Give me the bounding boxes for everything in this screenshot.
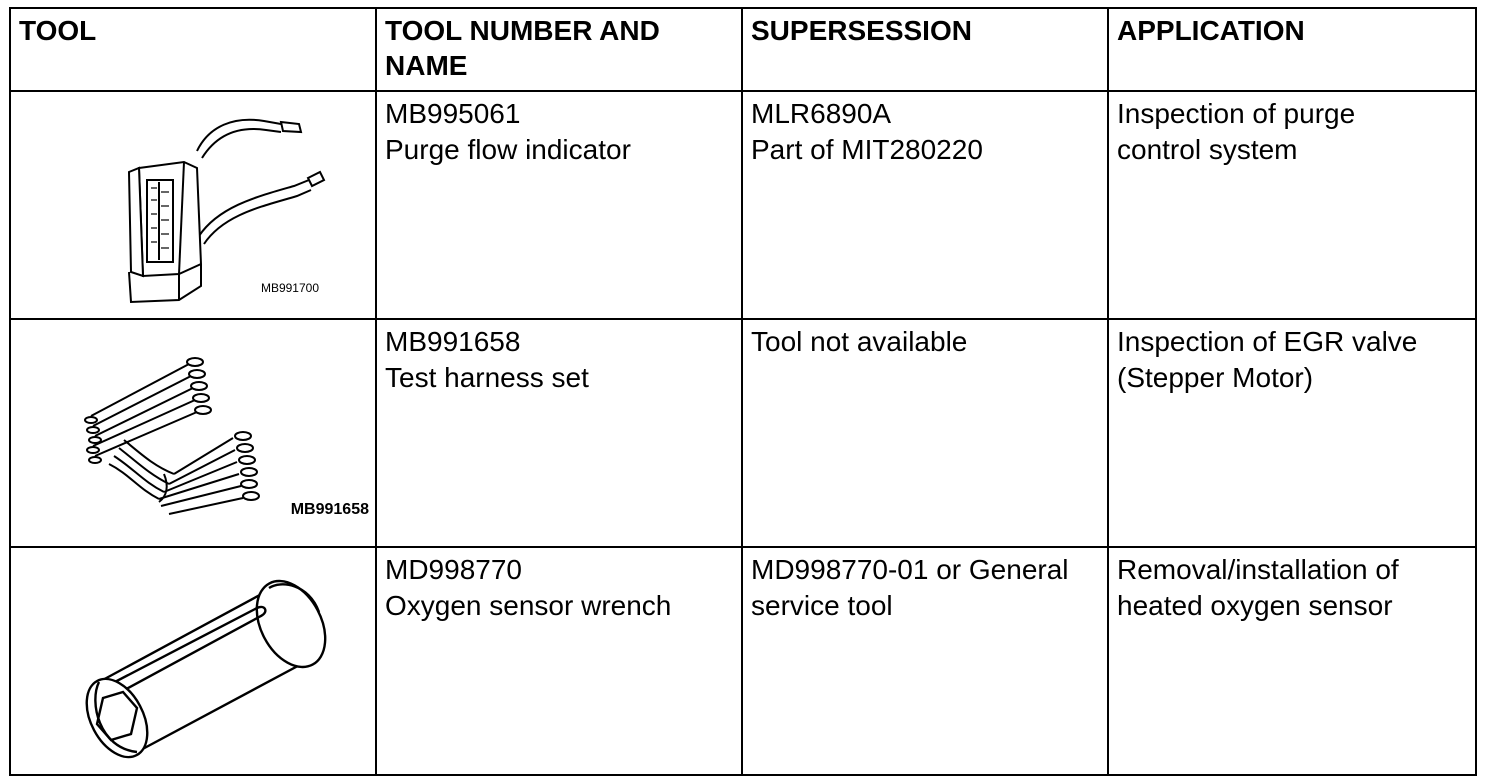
header-application: APPLICATION bbox=[1108, 8, 1476, 91]
application-line: (Stepper Motor) bbox=[1117, 362, 1314, 393]
oxygen-sensor-wrench-illustration bbox=[19, 552, 383, 774]
tool-image-label: MB991700 bbox=[260, 281, 319, 295]
header-tool-number-and-name: TOOL NUMBER AND NAME bbox=[376, 8, 742, 91]
tool-image-cell bbox=[10, 91, 376, 319]
supersession-line: Tool not available bbox=[751, 326, 968, 357]
supersession-line: Part of MIT280220 bbox=[751, 134, 983, 165]
application-line: Inspection of purge bbox=[1117, 98, 1356, 129]
tool-number: MD998770 bbox=[385, 554, 522, 585]
supersession-cell bbox=[742, 91, 1108, 319]
tool-number-name-cell bbox=[376, 319, 742, 547]
application-cell bbox=[1108, 91, 1476, 319]
supersession-line: service tool bbox=[751, 590, 893, 621]
application-line: heated oxygen sensor bbox=[1117, 590, 1393, 621]
application-cell bbox=[1108, 319, 1476, 547]
supersession-line: MD998770-01 or General bbox=[751, 554, 1069, 585]
tool-number: MB995061 bbox=[385, 98, 521, 129]
application-cell bbox=[1108, 547, 1476, 775]
table-row bbox=[10, 91, 1476, 319]
table-row bbox=[10, 547, 1476, 775]
tool-name: Oxygen sensor wrench bbox=[385, 590, 672, 621]
test-harness-set-illustration bbox=[19, 324, 383, 546]
tool-number-name-cell bbox=[376, 91, 742, 319]
tool-name: Purge flow indicator bbox=[385, 134, 631, 165]
tool-image-cell bbox=[10, 319, 376, 547]
application-line: control system bbox=[1117, 134, 1298, 165]
special-tools-table bbox=[9, 7, 1477, 776]
purge-flow-indicator-illustration bbox=[19, 96, 383, 318]
tool-name: Test harness set bbox=[385, 362, 589, 393]
header-row bbox=[10, 8, 1476, 91]
header-supersession: SUPERSESSION bbox=[742, 8, 1108, 91]
supersession-cell bbox=[742, 319, 1108, 547]
application-line: Removal/installation of bbox=[1117, 554, 1399, 585]
header-tool: TOOL bbox=[10, 8, 376, 91]
supersession-line: MLR6890A bbox=[751, 98, 892, 129]
tool-image-label: MB991658 bbox=[290, 501, 369, 518]
table-row bbox=[10, 319, 1476, 547]
tool-number-name-cell bbox=[376, 547, 742, 775]
supersession-cell bbox=[742, 547, 1108, 775]
tool-image-cell bbox=[10, 547, 376, 775]
tool-number: MB991658 bbox=[385, 326, 521, 357]
application-line: Inspection of EGR valve bbox=[1117, 326, 1418, 357]
